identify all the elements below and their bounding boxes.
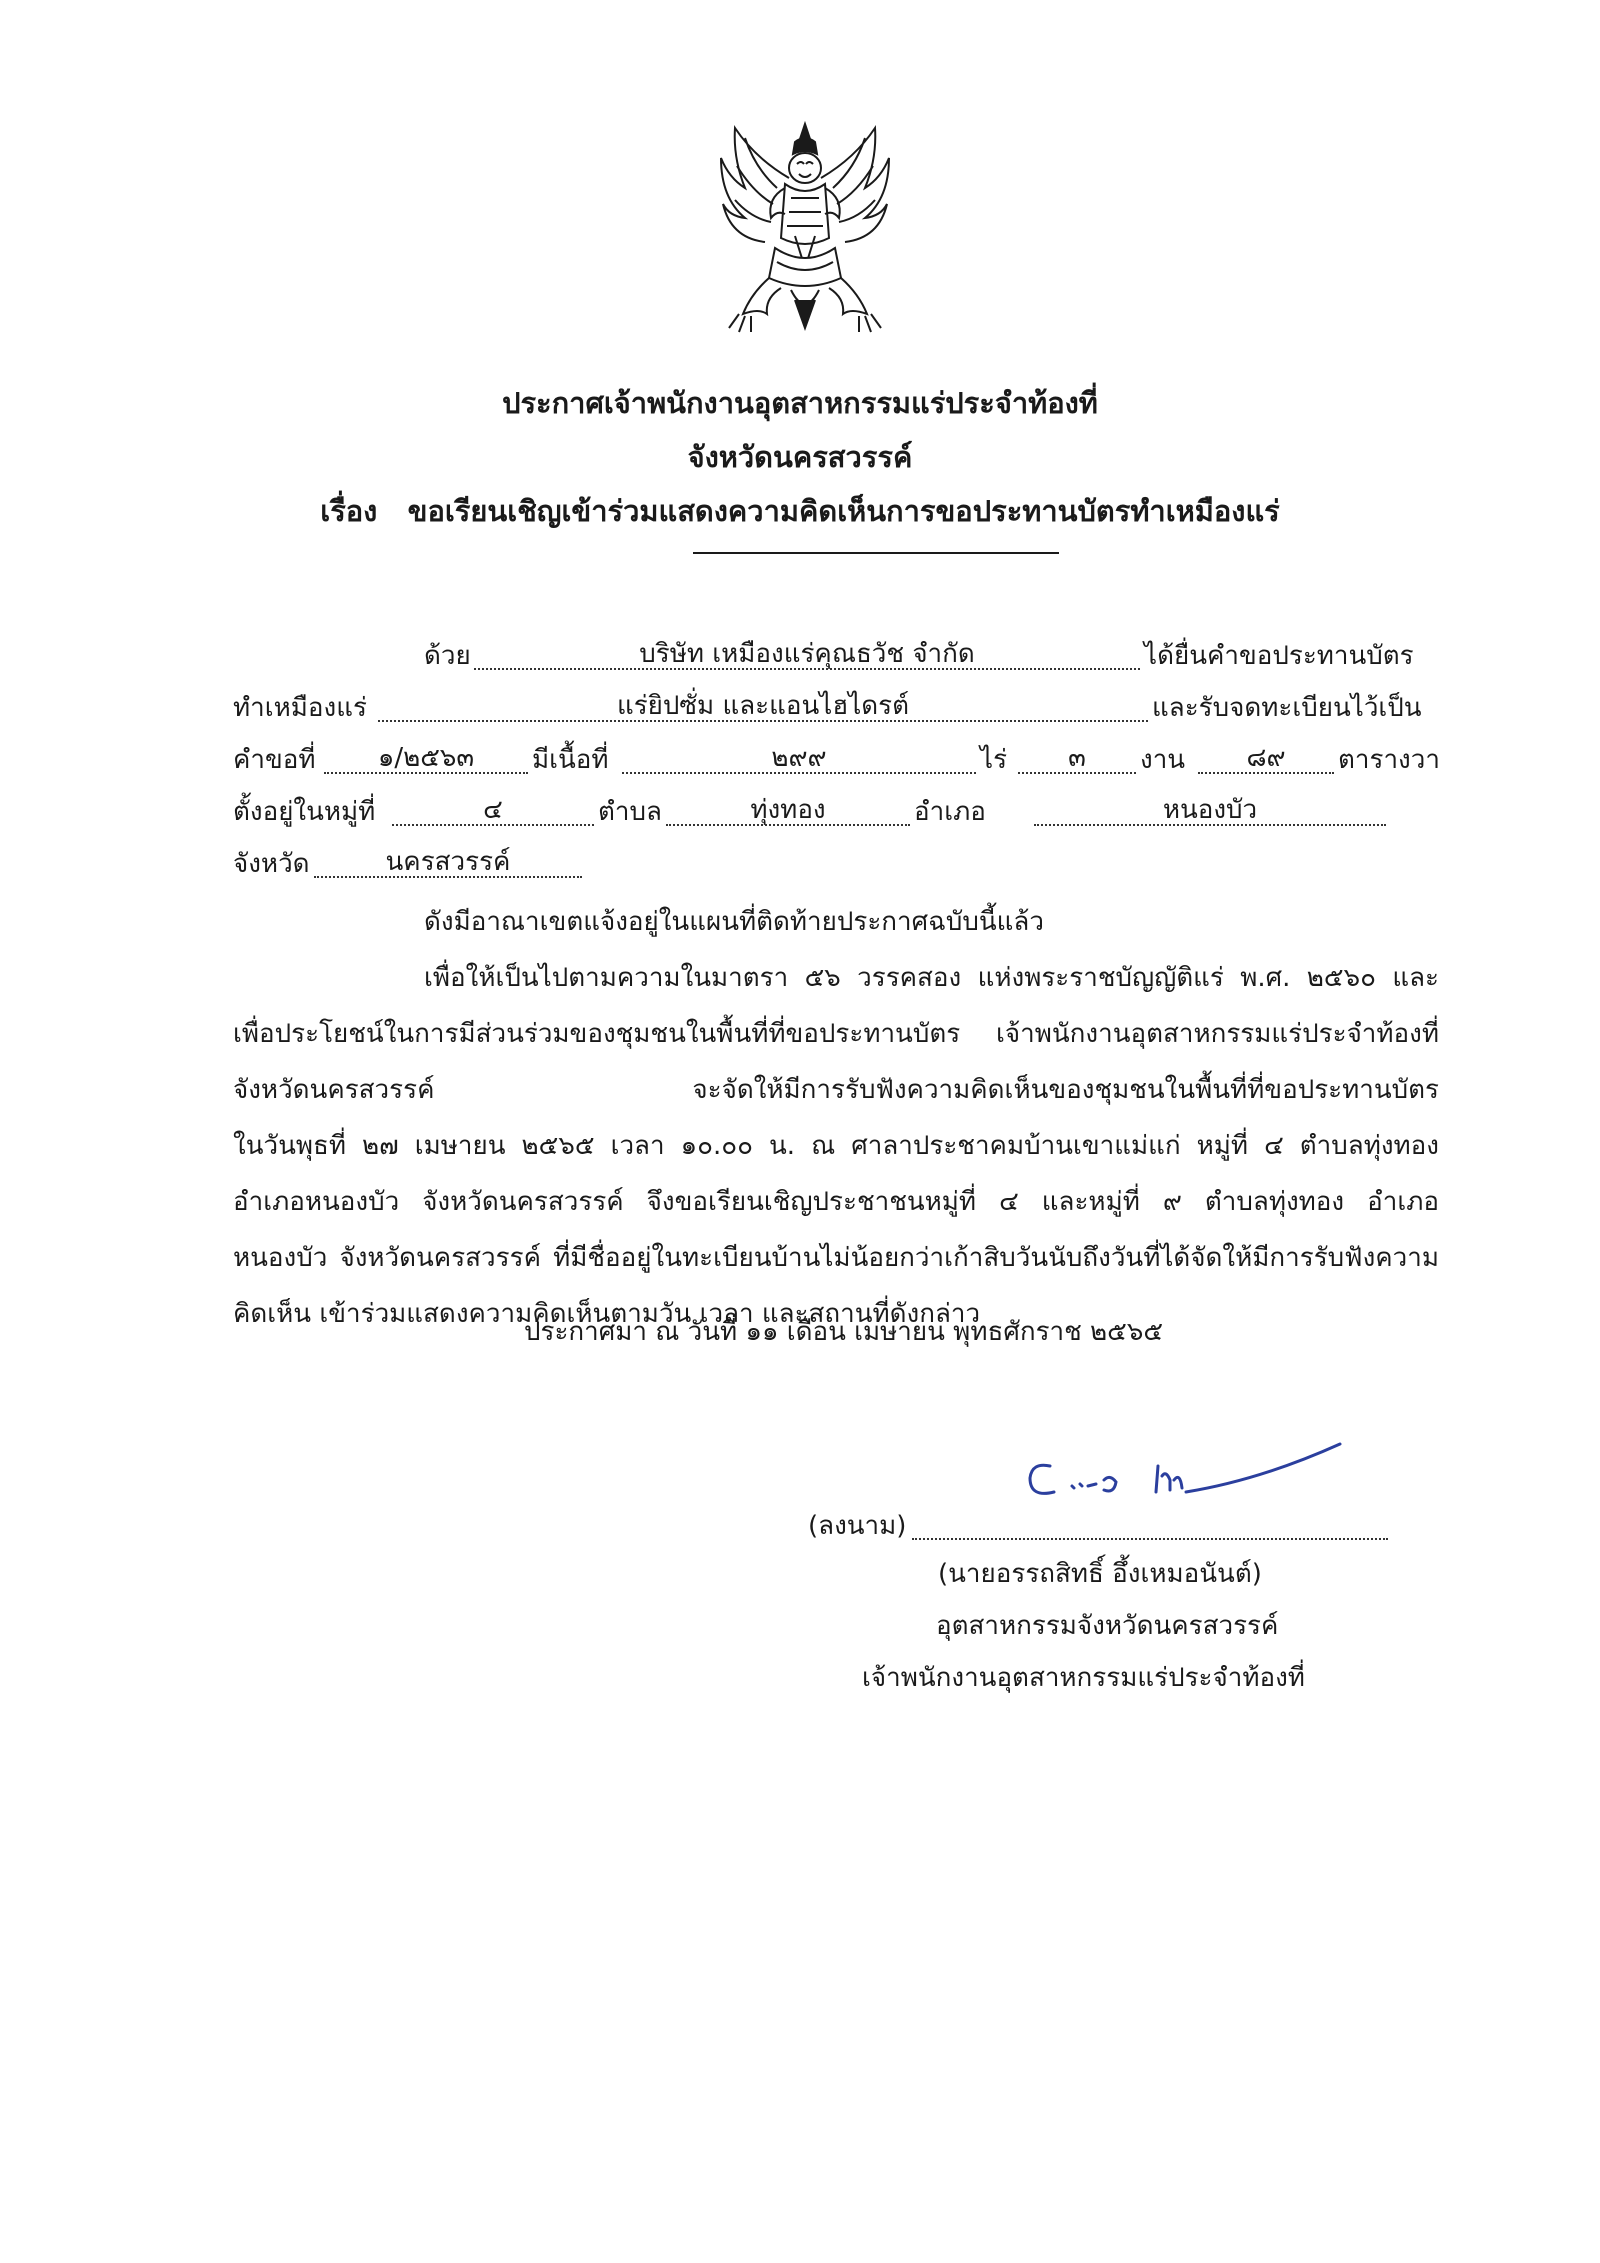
map-note: ดังมีอาณาเขตแจ้งอยู่ในแผนที่ติดท้ายประกาศฉบับนี้แล้ว [424,907,1044,937]
rai-label: ไร่ [980,745,1008,775]
para-line-7: คิดเห็น เข้าร่วมแสดงความคิดเห็นตามวัน เวลา และสถานที่ดังกล่าว [233,1299,981,1329]
signer-position-1: อุตสาหกรรมจังหวัดนครสวรรค์ [936,1611,1279,1641]
header-subject [0,488,1600,534]
province-value: นครสวรรค์ [385,847,511,877]
row4-label: ตั้งอยู่ในหมู่ที่ [233,797,376,827]
request-no: ๑/๒๕๖๓ [377,743,475,773]
para-line-3: จังหวัดนครสวรรค์ จะจัดให้มีการรับฟังความคิดเห็นของชุมชนในพื้นที่ที่ขอประทานบัตร [233,1075,1439,1105]
rai-value: ๒๙๙ [771,743,827,773]
announce-date: ประกาศมา ณ วันที่ ๑๑ เดือน เมษายน พุทธศักราช ๒๕๖๕ [524,1317,1164,1347]
para-line-1: เพื่อให้เป็นไปตามความในมาตรา ๕๖ วรรคสอง แห่งพระราชบัญญัติแร่ พ.ศ. ๒๕๖๐ และ [424,963,1439,993]
header-line-1: ประกาศเจ้าพนักงานอุตสาหกรรมแร่ประจำท้องที่ [502,386,1098,420]
subject-label: เรื่อง [320,494,378,528]
subject-text: ขอเรียนเชิญเข้าร่วมแสดงความคิดเห็นการขอประทานบัตรทำเหมืองแร่ [407,494,1280,528]
wa-label: ตารางวา [1338,745,1440,775]
row1-company: บริษัท เหมืองแร่คุณธวัช จำกัด [639,639,975,669]
row3-label: คำขอที่ [233,745,316,775]
tambon-value: ทุ่งทอง [750,795,826,825]
moo-value: ๔ [483,795,503,825]
sign-label: (ลงนาม) [808,1511,907,1541]
amphoe-label: อำเภอ [914,797,986,827]
row2-label: ทำเหมืองแร่ [233,693,367,723]
row1-suffix: ได้ยื่นคำขอประทานบัตร [1144,641,1414,671]
signer-name: (นายอรรถสิทธิ์ อึ้งเหมอนันต์) [938,1559,1262,1589]
para-line-2: เพื่อประโยชน์ในการมีส่วนร่วมของชุมชนในพื้นที่ที่ขอประทานบัตร เจ้าพนักงานอุตสาหกรรมแร่ประจำท้องที่ [233,1019,1439,1049]
row1-label: ด้วย [424,641,471,671]
garuda-emblem [715,118,895,340]
area-label: มีเนื้อที่ [532,745,609,775]
ngan-value: ๓ [1068,743,1086,773]
signature-scribble [1010,1440,1350,1510]
signature-line [912,1538,1388,1540]
tambon-label: ตำบล [598,797,662,827]
amphoe-value: หนองบัว [1162,795,1258,825]
row2-suffix: และรับจดทะเบียนไว้เป็น [1152,693,1422,723]
row5-label: จังหวัด [233,849,310,879]
header-underline [693,552,1059,554]
row2-minerals: แร่ยิปซั่ม และแอนไฮไดรต์ [616,691,910,721]
signer-position-2: เจ้าพนักงานอุตสาหกรรมแร่ประจำท้องที่ [862,1663,1305,1693]
para-line-5: อำเภอหนองบัว จังหวัดนครสวรรค์ จึงขอเรียนเชิญประชาชนหมู่ที่ ๔ และหมู่ที่ ๙ ตำบลทุ่งทอง อำเภอ [233,1187,1439,1217]
wa-value: ๘๙ [1246,743,1286,773]
header-line-2: จังหวัดนครสวรรค์ [687,440,913,474]
ngan-label: งาน [1140,745,1186,775]
para-line-6: หนองบัว จังหวัดนครสวรรค์ ที่มีชื่ออยู่ในทะเบียนบ้านไม่น้อยกว่าเก้าสิบวันนับถึงวันที่ได้จัดให้มีการรับฟังความ [233,1243,1439,1273]
para-line-4: ในวันพุธที่ ๒๗ เมษายน ๒๕๖๕ เวลา ๑๐.๐๐ น. ณ ศาลาประชาคมบ้านเขาแม่แก่ หมู่ที่ ๔ ตำบลทุ่งทอง [233,1131,1439,1161]
